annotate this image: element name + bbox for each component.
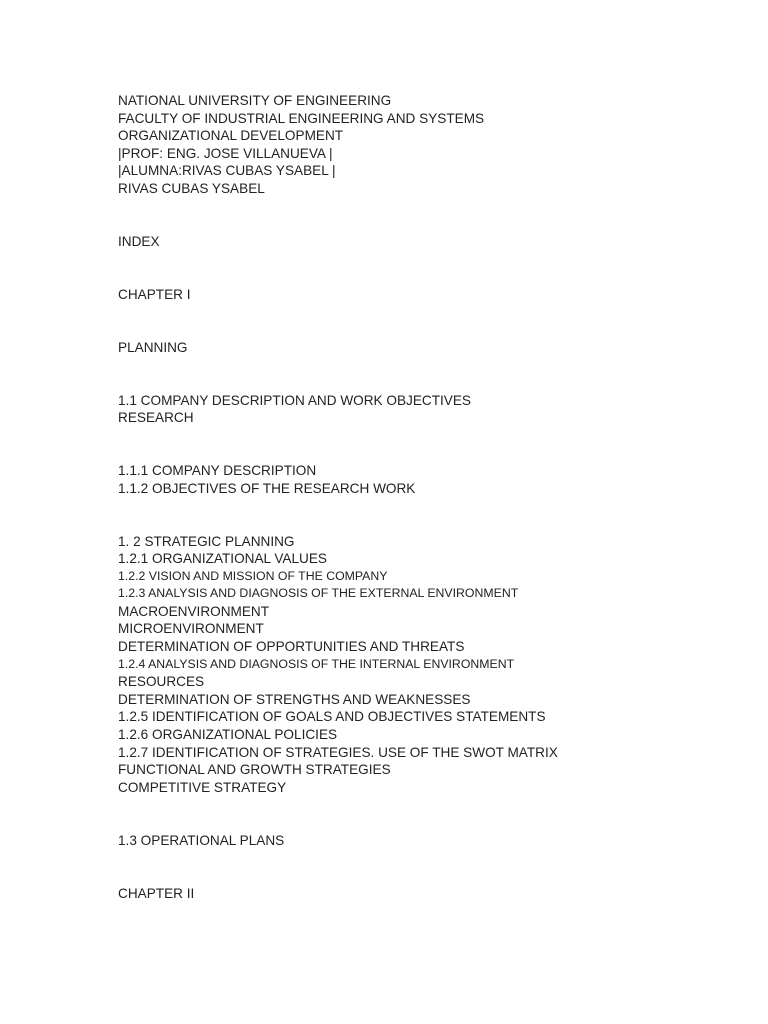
faculty-name: FACULTY OF INDUSTRIAL ENGINEERING AND SYSTEMS: [118, 110, 485, 126]
toc-entry: 1.1.1 COMPANY DESCRIPTION: [118, 463, 317, 479]
index-title: INDEX: [118, 233, 160, 249]
toc-entry: RESOURCES: [118, 674, 205, 690]
professor-line: |PROF: ENG. JOSE VILLANUEVA |: [118, 145, 333, 161]
course-name: ORGANIZATIONAL DEVELOPMENT: [118, 128, 344, 144]
document-page: [118, 92, 738, 902]
toc-entry: FUNCTIONAL AND GROWTH STRATEGIES: [118, 762, 391, 778]
toc-entry: 1.2.1 ORGANIZATIONAL VALUES: [118, 551, 328, 567]
toc-entry: COMPETITIVE STRATEGY: [118, 779, 287, 795]
toc-entry: 1.2.7 IDENTIFICATION OF STRATEGIES. USE OF THE SWOT MATRIX: [118, 744, 558, 760]
toc-entry: 1.2.6 ORGANIZATIONAL POLICIES: [118, 727, 338, 743]
section-1-1-title-continued: RESEARCH: [118, 410, 194, 426]
toc-entry: DETERMINATION OF OPPORTUNITIES AND THREATS: [118, 639, 465, 655]
section-1-3-title: 1.3 OPERATIONAL PLANS: [118, 832, 285, 848]
toc-entry: 1.2.2 VISION AND MISSION OF THE COMPANY: [118, 568, 388, 583]
chapter-1-title: CHAPTER I: [118, 286, 191, 302]
toc-entry: 1.1.2 OBJECTIVES OF THE RESEARCH WORK: [118, 480, 416, 496]
toc-entry: MICROENVIRONMENT: [118, 621, 264, 637]
toc-entry-strategic-planning: 1. 2 STRATEGIC PLANNING: [118, 533, 295, 549]
toc-entry: DETERMINATION OF STRENGTHS AND WEAKNESSES: [118, 691, 471, 707]
chapter-2-title: CHAPTER II: [118, 885, 195, 901]
toc-entry: 1.2.4 ANALYSIS AND DIAGNOSIS OF THE INTERNAL ENVIRONMENT: [118, 656, 515, 671]
toc-entry: 1.2.3 ANALYSIS AND DIAGNOSIS OF THE EXTERNAL ENVIRONMENT: [118, 586, 519, 601]
toc-entry: 1.2.5 IDENTIFICATION OF GOALS AND OBJECTIVES STATEMENTS: [118, 709, 546, 725]
section-1-1-heading: [118, 392, 738, 427]
toc-entry: MACROENVIRONMENT: [118, 603, 270, 619]
chapter-1-subtitle: PLANNING: [118, 339, 188, 355]
document-header: [118, 92, 738, 198]
section-1-2-items: [118, 533, 738, 797]
section-1-1-items: [118, 462, 738, 497]
student-line: |ALUMNA:RIVAS CUBAS YSABEL |: [118, 163, 336, 179]
section-1-1-title: 1.1 COMPANY DESCRIPTION AND WORK OBJECTIVES: [118, 392, 471, 408]
university-name: NATIONAL UNIVERSITY OF ENGINEERING: [118, 93, 392, 108]
author-line: RIVAS CUBAS YSABEL: [118, 180, 265, 196]
